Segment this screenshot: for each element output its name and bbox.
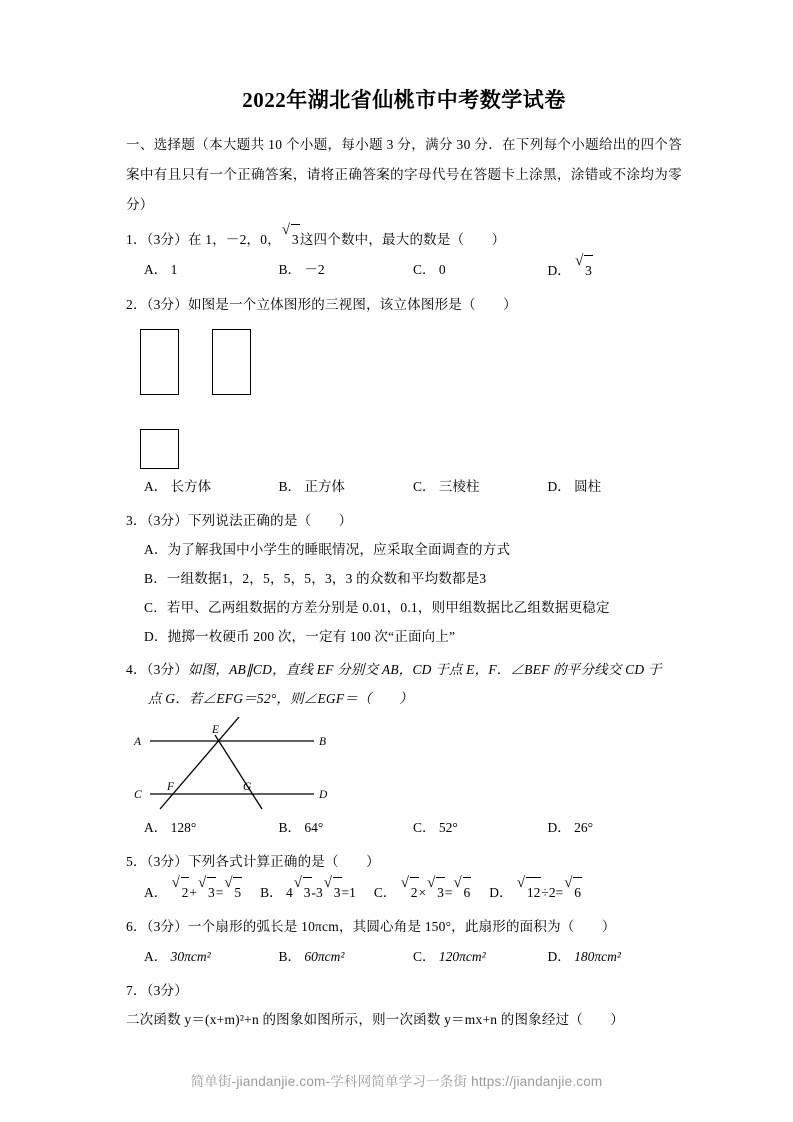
option-a[interactable]: A． √ 2+ √ 3= √ 5 <box>144 877 242 908</box>
question-3 <box>126 506 682 651</box>
question-4-stem <box>126 655 682 713</box>
option-a-label: A． <box>144 479 168 494</box>
option-d[interactable] <box>548 942 683 972</box>
option-a[interactable] <box>144 535 682 564</box>
question-6-stem-text: 一个扇形的弧长是 10πcm，其圆心角是 150°，此扇形的面积为（ ） <box>187 919 616 934</box>
footer-watermark: 简单街-jiandanjie.com-学科网简单学习一条街 https://jiandanjie.com <box>190 1074 603 1089</box>
option-c[interactable]: C． √ 2× √ 3= √ 6 <box>374 877 471 908</box>
option-b[interactable]: B． 4 √ 3-3 √ 3=1 <box>260 877 356 908</box>
option-b-label: B． <box>260 885 283 900</box>
option-c-label: C． <box>144 600 167 615</box>
option-b-text: 60πcm² <box>304 949 345 964</box>
radical-sign-icon: √ <box>453 875 462 891</box>
radical-sign-icon: √ <box>427 875 436 891</box>
question-7-stem <box>126 976 682 1034</box>
option-a-text: 长方体 <box>170 479 212 494</box>
sqrt-3: √ 3 <box>324 877 342 908</box>
option-a-text: 为了解我国中小学生的睡眠情况，应采取全面调查的方式 <box>167 542 511 557</box>
radical-sign-icon: √ <box>564 875 573 891</box>
option-c-label: C． <box>413 949 436 964</box>
option-c-text: 若甲、乙两组数据的方差分别是 0.01，0.1，则甲组数据比乙组数据更稳定 <box>166 600 610 615</box>
option-d-text: 180πcm² <box>574 949 621 964</box>
option-b-label: B． <box>278 479 302 494</box>
option-a[interactable] <box>144 942 279 972</box>
option-d-label: D． <box>489 885 513 900</box>
question-3-stem <box>126 506 682 535</box>
option-b-text: －2 <box>304 262 325 277</box>
option-b[interactable] <box>279 813 414 843</box>
option-a-label: A． <box>144 949 168 964</box>
radical-sign-icon: √ <box>198 875 207 891</box>
question-2-stem <box>126 290 682 319</box>
question-2-options <box>126 472 682 502</box>
option-b[interactable] <box>279 255 414 286</box>
option-b-label: B． <box>278 949 302 964</box>
option-d-label: D． <box>547 820 571 835</box>
option-c-label: C． <box>373 885 397 900</box>
sqrt-2: √ 2 <box>401 877 419 908</box>
question-3-options <box>126 535 682 651</box>
question-1-stem-post: 这四个数中，最大的数是（ ） <box>299 232 506 247</box>
option-a-label: A． <box>144 820 168 835</box>
question-4-options <box>126 813 682 843</box>
option-d[interactable] <box>144 622 682 651</box>
option-a-text: 1 <box>170 262 178 277</box>
radicand: 3 <box>291 224 300 254</box>
question-1-options <box>126 255 682 286</box>
option-b-text: 一组数据1，2，5，5，5，3，3 的众数和平均数都是3 <box>166 571 487 586</box>
question-6-options <box>126 942 682 972</box>
option-d-label: D． <box>547 479 571 494</box>
question-3-points: （3分） <box>146 513 188 528</box>
question-7-stem-text: 二次函数 y＝(x+m)²+n 的图象如图所示，则一次函数 y＝mx+n 的图象经过（ ） <box>126 1012 625 1027</box>
radical-sign-icon: √ <box>400 875 410 891</box>
line-eg-bisector <box>215 735 262 809</box>
section-intro: 一、选择题（本大题共 10 个小题，每小题 3 分，满分 30 分．在下列每个小题给出的四个答案中有且只有一个正确答案，请将正确答案的字母代号在答题卡上涂黑，涂错或不涂均为零分） <box>126 137 682 212</box>
option-b[interactable] <box>279 472 414 502</box>
option-a[interactable] <box>144 472 279 502</box>
label-g: G <box>243 781 252 793</box>
label-c: C <box>134 789 142 801</box>
option-c-label: C． <box>413 262 436 277</box>
question-3-stem-text: 下列说法正确的是（ ） <box>187 513 353 528</box>
option-c-label: C． <box>413 820 436 835</box>
question-2 <box>126 290 682 502</box>
option-b-label: B． <box>278 262 302 277</box>
option-c[interactable] <box>413 942 548 972</box>
option-b-label: B． <box>144 571 167 586</box>
option-d-text: 圆柱 <box>574 479 602 494</box>
question-5-options <box>126 877 682 908</box>
option-c[interactable] <box>144 593 682 622</box>
option-d[interactable] <box>548 255 683 286</box>
sqrt-3: √ 3 <box>198 877 216 908</box>
question-1-points: （3分） <box>146 232 188 247</box>
top-view-rectangle <box>140 429 179 469</box>
radical-sign-icon: √ <box>323 875 332 891</box>
option-b[interactable] <box>279 942 414 972</box>
option-d[interactable] <box>548 472 683 502</box>
option-c-label: C． <box>413 479 436 494</box>
label-a: A <box>134 736 142 748</box>
question-6-number: 6． <box>126 919 147 934</box>
option-d[interactable]: D． √ 12÷2= √ 6 <box>489 877 582 908</box>
option-c[interactable] <box>413 472 548 502</box>
question-1-number: 1． <box>126 232 147 247</box>
question-5-number: 5． <box>126 854 147 869</box>
option-a[interactable] <box>144 813 279 843</box>
sqrt-3-inline <box>282 224 300 254</box>
sqrt-6: √ 6 <box>454 877 472 908</box>
sqrt-3: √ 3 <box>294 877 312 908</box>
option-d-label: D． <box>547 949 571 964</box>
question-5-stem <box>126 847 682 876</box>
label-e: E <box>212 724 220 736</box>
question-5-points: （3分） <box>146 854 188 869</box>
question-5 <box>126 847 682 908</box>
option-b-text: 正方体 <box>304 479 345 494</box>
question-7-number: 7． <box>126 983 147 998</box>
option-d-text: 26° <box>574 820 594 835</box>
question-2-points: （3分） <box>146 297 188 312</box>
label-f: F <box>167 781 175 793</box>
sqrt-6: √ 6 <box>564 877 582 908</box>
sqrt-12: √ 12 <box>517 877 542 908</box>
sqrt-3: √ 3 <box>427 877 445 908</box>
parallel-lines-figure <box>126 717 682 812</box>
option-a-label: A． <box>144 542 168 557</box>
option-a-label: A． <box>144 262 168 277</box>
question-4-number: 4． <box>126 662 147 677</box>
side-view-rectangle <box>212 329 251 395</box>
front-view-rectangle <box>140 329 179 395</box>
page-title: 2022年湖北省仙桃市中考数学试卷 <box>242 88 566 112</box>
option-d-label: D． <box>144 629 168 644</box>
label-d: D <box>319 789 328 801</box>
option-b-text: 64° <box>304 820 324 835</box>
radical-sign-icon: √ <box>281 222 291 238</box>
radical-sign-icon: √ <box>224 875 233 891</box>
option-c[interactable] <box>413 813 548 843</box>
option-c-text: 120πcm² <box>438 949 486 964</box>
label-b: B <box>319 736 327 748</box>
option-b-label: B． <box>278 820 302 835</box>
option-c-text: 0 <box>438 262 446 277</box>
radical-sign-icon: √ <box>171 875 180 891</box>
question-4-points: （3分） <box>146 662 188 677</box>
parallel-lines-svg <box>126 717 356 812</box>
option-c[interactable] <box>413 255 548 286</box>
option-d[interactable] <box>548 813 683 843</box>
question-3-number: 3． <box>126 513 147 528</box>
question-6-stem <box>126 912 682 941</box>
question-4 <box>126 655 682 843</box>
three-view-figure <box>126 325 682 470</box>
option-a[interactable] <box>144 255 279 286</box>
question-7 <box>126 976 682 1034</box>
line-ef-transversal <box>160 717 239 809</box>
option-c-text: 52° <box>438 820 458 835</box>
option-d-label: D． <box>547 263 571 278</box>
sqrt-5: √ 5 <box>224 877 242 908</box>
sqrt-2: √ 2 <box>172 877 190 908</box>
option-a-text: 30πcm² <box>170 949 211 964</box>
question-2-number: 2． <box>126 297 147 312</box>
question-5-stem-text: 下列各式计算正确的是（ ） <box>187 854 380 869</box>
question-1-stem <box>126 224 682 254</box>
question-1-stem-pre: 在 1，－2，0， <box>187 232 281 247</box>
option-c-text: 三棱柱 <box>438 479 480 494</box>
question-6-points: （3分） <box>146 919 188 934</box>
option-a-text: 128° <box>170 820 197 835</box>
option-b[interactable] <box>144 564 682 593</box>
question-4-stem-line1: 如图，AB∥CD，直线 EF 分别交 AB，CD 于点 E，F．∠BEF 的平分线交 CD 于 <box>187 662 662 677</box>
option-d-text: 抛掷一枚硬币 200 次，一定有 100 次“正面向上” <box>167 629 456 644</box>
radical-sign-icon: √ <box>575 253 584 269</box>
question-2-stem-text: 如图是一个立体图形的三视图，该立体图形是（ ） <box>187 297 517 312</box>
question-7-points: （3分） <box>146 983 188 998</box>
option-a-label: A． <box>144 885 168 900</box>
radicand: 3 <box>584 255 593 286</box>
radical-sign-icon: √ <box>293 875 302 891</box>
question-6 <box>126 912 682 972</box>
sqrt-3-option <box>575 255 593 286</box>
radical-sign-icon: √ <box>516 875 526 891</box>
question-4-stem-line2: 点 G．若∠EFG＝52°，则∠EGF＝（ ） <box>148 691 413 706</box>
question-1 <box>126 224 682 286</box>
page-content <box>126 84 682 1034</box>
